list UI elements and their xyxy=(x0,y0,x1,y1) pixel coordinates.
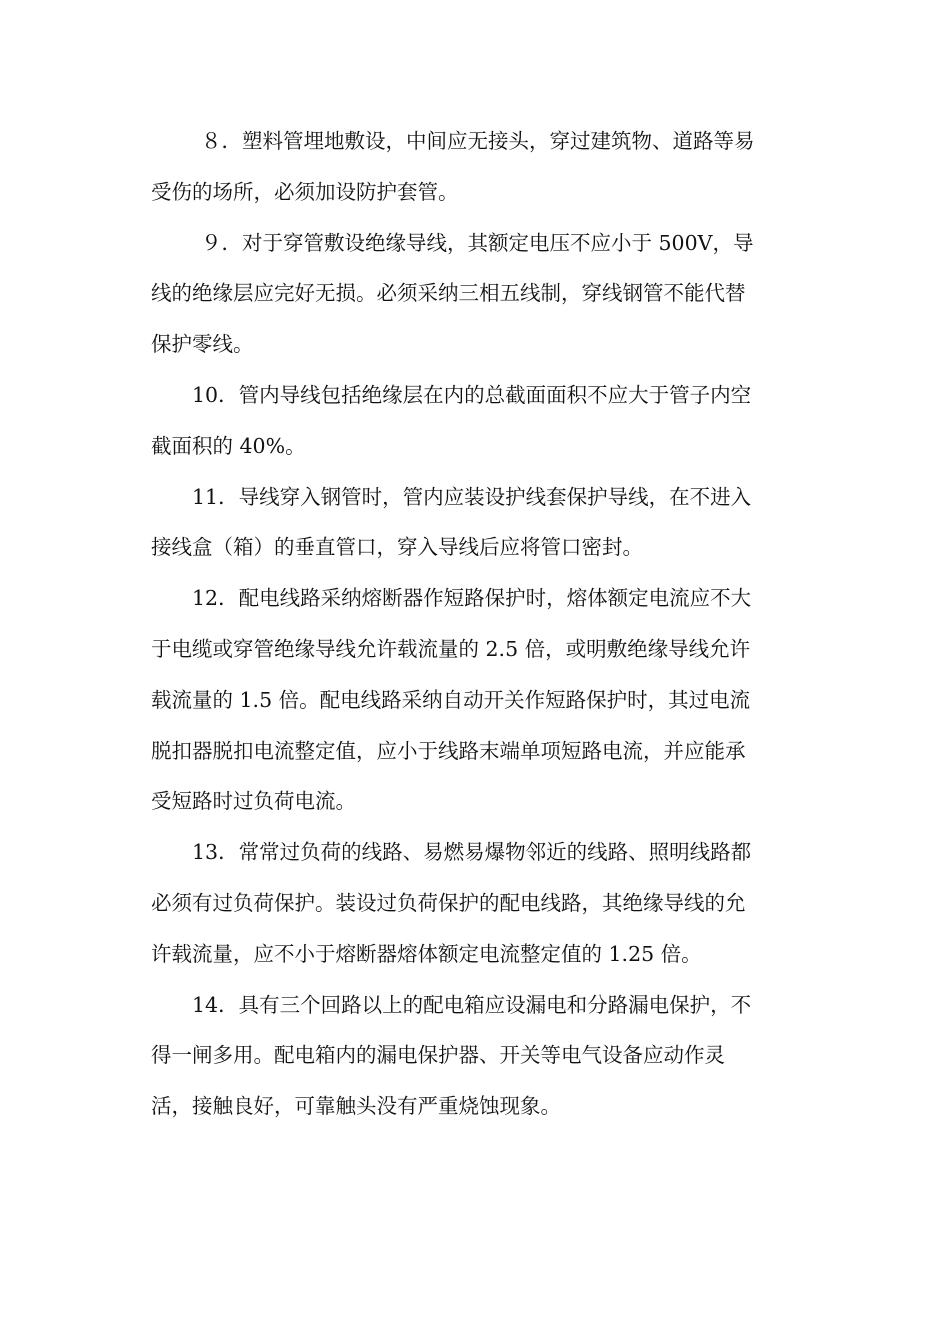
text-line: 接线盒（箱）的垂直管口，穿入导线后应将管口密封。 xyxy=(151,535,643,560)
text-line: 12．配电线路采纳熔断器作短路保护时，熔体额定电流应不大 xyxy=(192,586,752,611)
text-line: 脱扣器脱扣电流整定值，应小于线路末端单项短路电流，并应能承 xyxy=(151,738,746,763)
text-line: 截面积的 40%。 xyxy=(151,433,306,458)
text-line: 许载流量，应不小于熔断器熔体额定电流整定值的 1.25 倍。 xyxy=(151,941,702,966)
paragraph-10 xyxy=(151,370,799,472)
text-line: 保护零线。 xyxy=(151,332,254,357)
paragraph-12 xyxy=(151,573,799,827)
paragraph-9 xyxy=(151,218,799,370)
text-line: 10．管内导线包括绝缘层在内的总截面面积不应大于管子内空 xyxy=(192,382,752,407)
text-line: 载流量的 1.5 倍。配电线路采纳自动开关作短路保护时，其过电流 xyxy=(151,687,751,712)
paragraph-11 xyxy=(151,472,799,574)
text-line: 受伤的场所，必须加设防护套管。 xyxy=(151,179,459,204)
text-line: 14．具有三个回路以上的配电箱应设漏电和分路漏电保护，不 xyxy=(192,992,752,1017)
text-line: 13．常常过负荷的线路、易燃易爆物邻近的线路、照明线路都 xyxy=(192,840,752,865)
text-line: 11．导线穿入钢管时，管内应装设护线套保护导线，在不进入 xyxy=(192,484,752,509)
text-line: 受短路时过负荷电流。 xyxy=(151,789,356,814)
paragraph-8 xyxy=(151,116,799,218)
paragraph-13 xyxy=(151,827,799,979)
document-body xyxy=(151,116,799,1132)
paragraph-14 xyxy=(151,980,799,1132)
text-line: 线的绝缘层应完好无损。必须采纳三相五线制，穿线钢管不能代替 xyxy=(151,281,746,306)
text-line: 得一闸多用。配电箱内的漏电保护器、开关等电气设备应动作灵 xyxy=(151,1043,725,1068)
text-line: ９．对于穿管敷设绝缘导线，其额定电压不应小于 500V，导 xyxy=(201,230,754,255)
text-line: 必须有过负荷保护。装设过负荷保护的配电线路，其绝缘导线的允 xyxy=(151,890,746,915)
text-line: ８．塑料管埋地敷设，中间应无接头，穿过建筑物、道路等易 xyxy=(201,129,755,153)
text-line: 于电缆或穿管绝缘导线允许载流量的 2.5 倍，或明敷绝缘导线允许 xyxy=(151,636,751,661)
text-line: 活，接触良好，可靠触头没有严重烧蚀现象。 xyxy=(151,1094,561,1119)
